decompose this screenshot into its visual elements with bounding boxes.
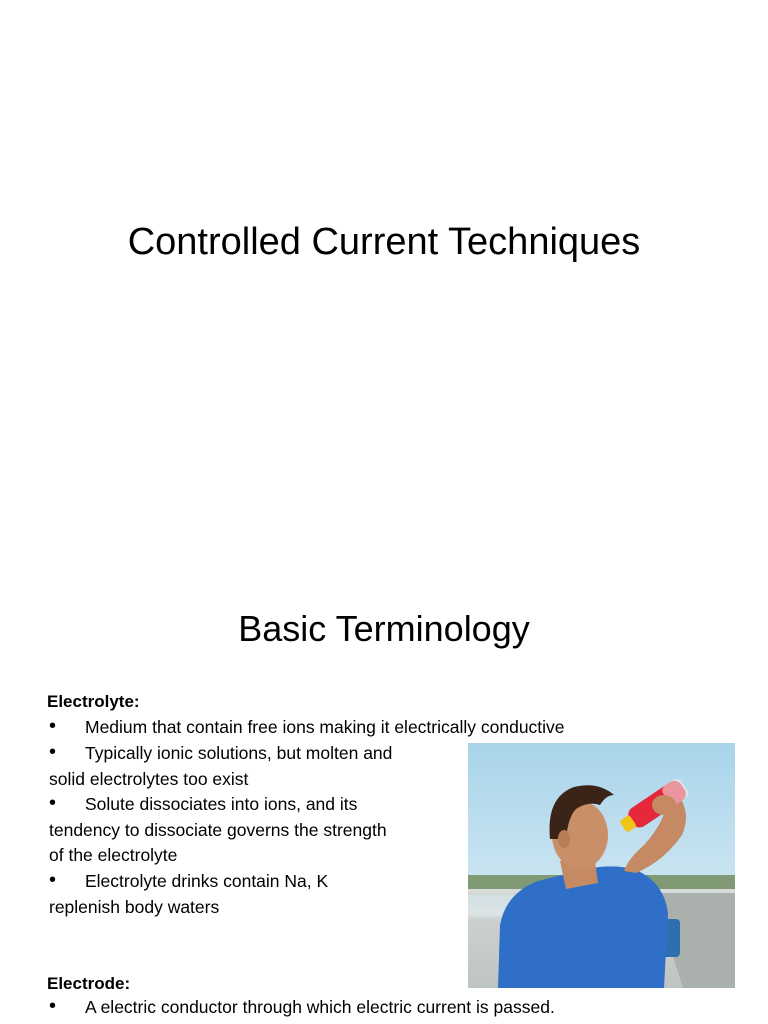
bullet-item — [49, 995, 689, 1021]
photo-ear — [558, 830, 570, 848]
electrode-heading: Electrode: — [47, 974, 131, 993]
photo-illustration — [468, 743, 735, 988]
bullet-item — [49, 869, 369, 920]
bullet-item — [49, 715, 669, 741]
bullet-dot-icon: • — [49, 995, 57, 1017]
electrolyte-heading: Electrolyte: — [47, 692, 140, 711]
bullet-text: Medium that contain free ions making it electrically conductive — [85, 717, 565, 737]
bullet-dot-icon: • — [49, 792, 57, 814]
bullet-text: Electrolyte drinks contain Na, K replenish body waters — [49, 871, 329, 917]
bullet-text: A electric conductor through which electric current is passed. — [85, 997, 555, 1017]
bullet-text: Solute dissociates into ions, and its tendency to dissociate governs the strength of the electrolyte — [49, 794, 387, 865]
bullet-dot-icon: • — [49, 869, 57, 891]
bullet-text: Typically ionic solutions, but molten and solid electrolytes too exist — [49, 743, 393, 789]
section-title: Basic Terminology — [238, 608, 530, 649]
man-drinking-sports-drink-photo — [468, 743, 735, 988]
slide-title: Controlled Current Techniques — [127, 221, 641, 263]
bullet-item — [49, 792, 394, 869]
bullet-dot-icon: • — [49, 741, 57, 763]
bullet-item — [49, 741, 409, 792]
bullet-dot-icon: • — [49, 715, 57, 737]
photo-hand — [652, 795, 676, 815]
